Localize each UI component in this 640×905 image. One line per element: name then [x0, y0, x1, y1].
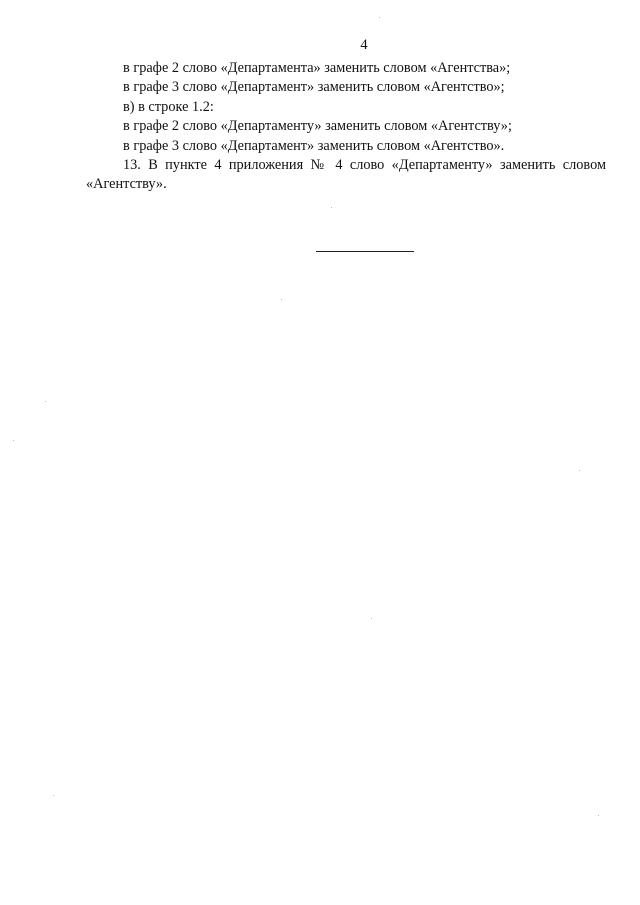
- paragraph-6: 13. В пункте 4 приложения № 4 слово «Департаменту» заменить словом «Агентству».: [86, 157, 606, 193]
- closing-divider: [316, 251, 414, 252]
- scan-speck: [579, 470, 580, 471]
- paragraph-5: в графе 3 слово «Департамент» заменить словом «Агентство».: [123, 137, 505, 154]
- scan-speck: [53, 795, 54, 796]
- document-body: [86, 59, 606, 195]
- paragraph-4: в графе 2 слово «Департаменту» заменить словом «Агентству»;: [123, 118, 512, 135]
- scan-speck: [281, 299, 282, 300]
- scan-speck: [371, 618, 372, 619]
- page-number: 4: [360, 37, 368, 53]
- paragraph-3: в) в строке 1.2:: [123, 98, 214, 115]
- paragraph-2: в графе 3 слово «Департамент» заменить словом «Агентство»;: [123, 79, 505, 96]
- scan-speck: [379, 17, 380, 18]
- scan-speck: [598, 815, 599, 816]
- paragraph-1: в графе 2 слово «Департамента» заменить словом «Агентства»;: [123, 60, 511, 76]
- scan-speck: [13, 440, 14, 441]
- scan-speck: [45, 401, 46, 402]
- scan-speck: [331, 207, 332, 208]
